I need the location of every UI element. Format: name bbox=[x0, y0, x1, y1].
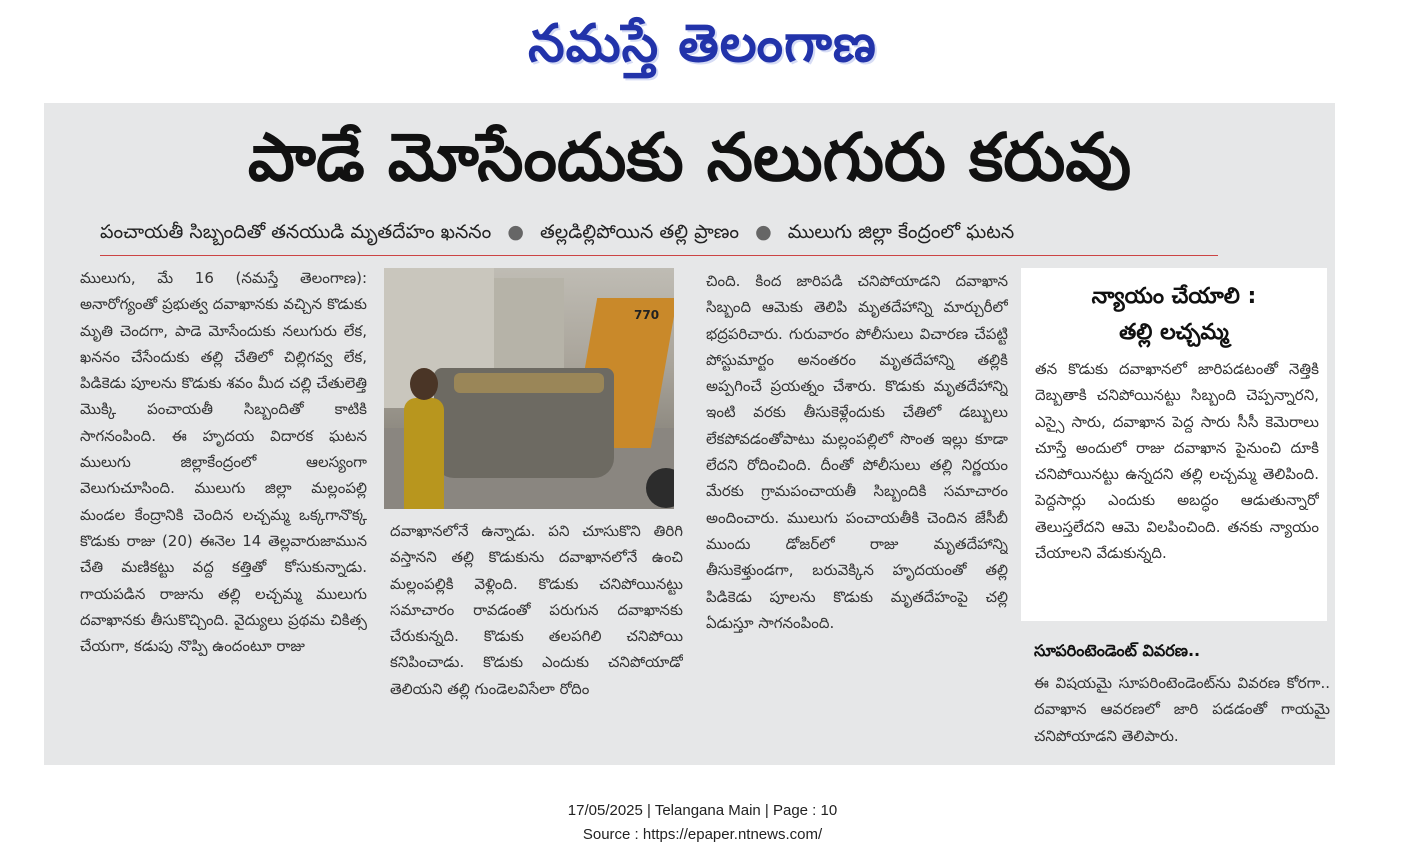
article-photo bbox=[384, 268, 674, 509]
photo-woman-head bbox=[410, 368, 438, 400]
bullet-icon: ● bbox=[507, 221, 524, 243]
sidebar-body: తన కొడుకు దవాఖానలో జారిపడటంతో నెత్తికి దెబ్బతాకి చనిపోయినట్టు సిబ్బంది చెప్పన్నారని, ఎస్సై సారు, దవాఖాన పెద్ద సారు సీసీ కెమెరాలు చూస్తే అందులో రాజు దవాఖాన పైనుంచి దూకి చనిపోయినట్టు ఉన్నదని తల్లి లచ్చమ్మ తెలిపింది. పెద్దసార్లు ఎందుకు అబద్ధం ఆడుతున్నారో తెలుస్తలేదని ఆమె విలపించింది. తనకు న్యాయం చేయాలని వేడుకున్నది. bbox=[1035, 360, 1319, 563]
photo-hay bbox=[454, 373, 604, 393]
sidebar-title-line-1: న్యాయం చేయాలి : bbox=[1091, 284, 1257, 309]
subhead-part-2: తల్లడిల్లిపోయిన తల్లి ప్రాణం bbox=[539, 221, 740, 243]
article-column-2 bbox=[390, 518, 683, 750]
sidebar-box bbox=[1021, 268, 1327, 621]
sidebar-title-line-2: తల్లి లచ్చమ్మ bbox=[1119, 320, 1229, 345]
masthead-logo: నమస్తే తెలంగాణ bbox=[528, 14, 877, 74]
article-subhead bbox=[100, 212, 1220, 252]
article-column-3 bbox=[706, 268, 1008, 750]
article-column-1 bbox=[80, 265, 367, 750]
footer-source: Source : https://epaper.ntnews.com/ bbox=[582, 826, 823, 843]
column-3-text: చింది. కింద జారిపడి చనిపోయాడని దవాఖాన సిబ్బంది ఆమెకు తెలిపి మృతదేహాన్ని మార్చురీలో భద్రపరిచారు. గురువారం పోలీసులు విచారణ చేపట్టి పోస్టుమార్టం అనంతరం మృతదేహాన్ని తల్లికి అప్పగించే ప్రయత్నం చేశారు. కొడుకు మృతదేహాన్ని ఇంటి వరకు తీసుకెళ్లేందుకు చేతిలో డబ్బులు లేకపోవడంతోపాటు మల్లంపల్లిలో సొంత ఇల్లు కూడా లేదని రోదించింది. దీంతో పోలీసులు తల్లి నిర్ణయం మేరకు గ్రామపంచాయతీ సిబ్బందికి సమాచారం అందించారు. ములుగు పంచాయతీకి చెందిన జేసీబీ ముందు డోజర్‌లో రాజు మృతదేహాన్ని తీసుకెళ్తుండగా, బరువెక్కిన హృదయంతో తల్లి పిడికెడు పూలను కొడుకు మృతదేహంపై చల్లి ఏడుస్తూ సాగనంపింది. bbox=[706, 272, 1008, 632]
subhead-divider bbox=[100, 255, 1218, 256]
photo-vehicle-label: 770 bbox=[634, 308, 660, 322]
superintendent-title: సూపరింటెండెంట్ వివరణ.. bbox=[1034, 641, 1201, 660]
column-2-text: దవాఖానలోనే ఉన్నాడు. పని చూసుకొని తిరిగి వస్తానని తల్లి కొడుకును దవాఖానలోనే ఉంచి మల్లంపల్లికి వెళ్లింది. కొడుకు చనిపోయినట్టు సమాచారం రావడంతో పరుగున దవాఖానకు చేరుకున్నది. కొడుకు తలపగిలి చనిపోయి కనిపించాడు. కొడుకు ఎందుకు చనిపోయాడో తెలియని తల్లి గుండెలవిసేలా రోదిం bbox=[390, 522, 683, 698]
bullet-icon: ● bbox=[755, 221, 772, 243]
column-1-text: ములుగు, మే 16 (నమస్తే తెలంగాణ): అనారోగ్యంతో ప్రభుత్వ దవాఖానకు వచ్చిన కొడుకు మృతి చెందగా, పాడె మోసేందుకు నలుగురు లేక, ఖననం చేసేందుకు తల్లి చేతిలో చిల్లిగవ్వ లేక, పిడికెడు పూలను కొడుకు శవం మీద చల్లి చేతులెత్తి మొక్కి పంచాయతీ సిబ్బందితో కాటికి సాగనంపింది. ఈ హృదయ విదారక ఘటన ములుగు జిల్లాకేంద్రంలో ఆలస్యంగా వెలుగుచూసింది. ములుగు జిల్లా మల్లంపల్లి మండల కేంద్రానికి చెందిన లచ్చమ్మ ఒక్కగానొక్క కొడుకు రాజు (20) ఈనెల 14 తెల్లవారుజామున చేతి మణికట్టు వద్ద కత్తితో కోసుకున్నాడు. గాయపడిన రాజును తల్లి లచ్చమ్మ ములుగు దవాఖానకు తీసుకొచ్చింది. వైద్యులు ప్రథమ చికిత్స చేయగా, కడుపు నొప్పి ఉందంటూ రాజు bbox=[80, 269, 367, 656]
subhead-part-1: పంచాయతీ సిబ్బందితో తనయుడి మృతదేహం ఖననం bbox=[100, 221, 492, 243]
subhead-part-3: ములుగు జిల్లా కేంద్రంలో ఘటన bbox=[787, 221, 1015, 243]
photo-woman bbox=[404, 398, 444, 509]
article-headline: పాడే మోసేందుకు నలుగురు కరువు bbox=[247, 119, 1132, 196]
superintendent-body: ఈ విషయమై సూపరింటెండెంట్‌ను వివరణ కోరగా.. దవాఖాన ఆవరణలో జారి పడడంతో గాయమై చనిపోయాడని తెలిపారు. bbox=[1034, 674, 1330, 745]
footer-date-page: 17/05/2025 | Telangana Main | Page : 10 bbox=[567, 802, 838, 819]
